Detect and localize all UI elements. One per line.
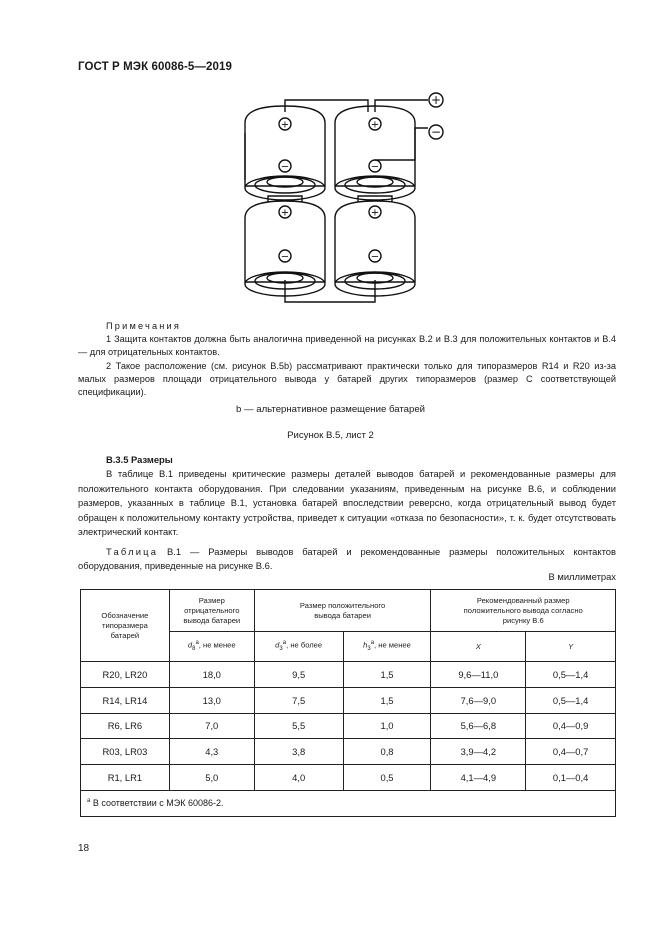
negative-terminal-sign: −: [430, 125, 442, 139]
cell-type: R20, LR20: [81, 662, 170, 688]
table-footnote: $^a$ В соответствии с МЭК 60086-2.: [81, 790, 616, 816]
cell-d8: 5,0: [169, 765, 254, 791]
cell-y: 0,4—0,7: [526, 739, 616, 765]
cell-h3: 1,5: [343, 687, 431, 713]
cell-type: R1, LR1: [81, 765, 170, 791]
page-number: 18: [78, 843, 90, 854]
subfigure-caption: b — альтернативное размещение батарей: [235, 404, 426, 415]
table-footnote-row: [81, 790, 616, 816]
cell-x: 5,6—6,8: [431, 713, 526, 739]
table-title: [78, 545, 616, 574]
section-paragraph: В таблице В.1 приведены критические размеры деталей выводов батарей и рекомендованные размеры для положительного контакта оборудования. При следовании указаниям, приведенным на рисунке В.6, и соблюдении размеров, указанных в таблице В.1, установка батарей впоследствии реверсно, когда отрицательный вывод будет обращен к положительному контакту устройства, приведет к ситуации «отказа по безопасности», т. к. будет отсутствовать электрический контакт.: [78, 468, 616, 538]
figure-caption: Рисунок В.5, лист 2: [287, 430, 374, 441]
minus-sign-icon: −: [280, 251, 290, 263]
positive-terminal-sign: +: [430, 93, 442, 107]
cell-y: 0,1—0,4: [526, 765, 616, 791]
table-row: [81, 765, 616, 791]
note-2: 2 Такое расположение (см. рисунок В.5b) рассматривают практически только для типоразмеров R14 и R20 из-за малых размеров площади отрицательного вывода у батарей других типоразмеров (размер C соответствующей спецификации).: [78, 360, 616, 398]
header-d3: $d_3^a$, не более: [254, 632, 343, 662]
units-label: В миллиметрах: [548, 571, 616, 582]
cell-x: 4,1—4,9: [431, 765, 526, 791]
cell-h3: 1,5: [343, 662, 431, 688]
cell-d3: 3,8: [254, 739, 343, 765]
table-row: [81, 687, 616, 713]
cell-d8: 4,3: [169, 739, 254, 765]
table-label: Таблица: [106, 546, 159, 557]
header-y: Y: [526, 632, 616, 662]
cell-x: 7,6—9,0: [431, 687, 526, 713]
figure-notes: [78, 320, 616, 399]
bottom-wire: [285, 280, 375, 302]
header-x: X: [431, 632, 526, 662]
cell-h3: 0,8: [343, 739, 431, 765]
cell-y: 0,4—0,9: [526, 713, 616, 739]
dimensions-table: [80, 589, 616, 817]
cell-d8: 7,0: [169, 713, 254, 739]
cell-y: 0,5—1,4: [526, 687, 616, 713]
plus-sign-icon: +: [280, 207, 290, 219]
plus-sign-icon: +: [370, 207, 380, 219]
cell-h3: 0,5: [343, 765, 431, 791]
section-b35: [78, 453, 616, 539]
table-row: [81, 713, 616, 739]
header-h3: $h_3^a$, не менее: [343, 632, 431, 662]
cell-d3: 9,5: [254, 662, 343, 688]
header-pos-terminal: Размер положительного вывода батареи: [254, 590, 431, 632]
plus-sign-icon: +: [280, 119, 290, 131]
cell-d3: 5,5: [254, 713, 343, 739]
minus-sign-icon: −: [280, 161, 290, 173]
minus-sign-icon: −: [370, 251, 380, 263]
cell-d8: 18,0: [169, 662, 254, 688]
header-neg-terminal: Размер отрицательного вывода батареи: [169, 590, 254, 632]
section-heading: В.3.5 Размеры: [106, 454, 173, 465]
cell-type: R03, LR03: [81, 739, 170, 765]
note-1: 1 Защита контактов должна быть аналогична приведенной на рисунках В.2 и В.3 для положительных контактов и В.4 — для отрицательных контактов.: [78, 334, 616, 358]
header-d8: $d_8^a$, не менее: [169, 632, 254, 662]
cell-d3: 7,5: [254, 687, 343, 713]
document-header: ГОСТ Р МЭК 60086-5—2019: [78, 61, 232, 73]
battery-arrangement-figure: [230, 88, 460, 308]
table-row: [81, 662, 616, 688]
header-recommended: Рекомендованный размер положительного вывода согласно рисунку В.6: [431, 590, 616, 632]
cell-y: 0,5—1,4: [526, 662, 616, 688]
cell-x: 3,9—4,2: [431, 739, 526, 765]
cell-h3: 1,0: [343, 713, 431, 739]
notes-title: Примечания: [106, 321, 182, 331]
negative-lead-wire: [375, 128, 428, 160]
table-row: [81, 739, 616, 765]
cell-x: 9,6—11,0: [431, 662, 526, 688]
cell-type: R14, LR14: [81, 687, 170, 713]
plus-sign-icon: +: [370, 119, 380, 131]
table-title-text: В.1 — Размеры выводов батарей и рекомендованные размеры положительных контактов оборудования, приведенные на рисунке В.6.: [78, 546, 616, 572]
cell-type: R6, LR6: [81, 713, 170, 739]
header-designation: Обозначение типоразмера батарей: [81, 590, 170, 662]
minus-sign-icon: −: [370, 161, 380, 173]
cell-d3: 4,0: [254, 765, 343, 791]
cell-d8: 13,0: [169, 687, 254, 713]
